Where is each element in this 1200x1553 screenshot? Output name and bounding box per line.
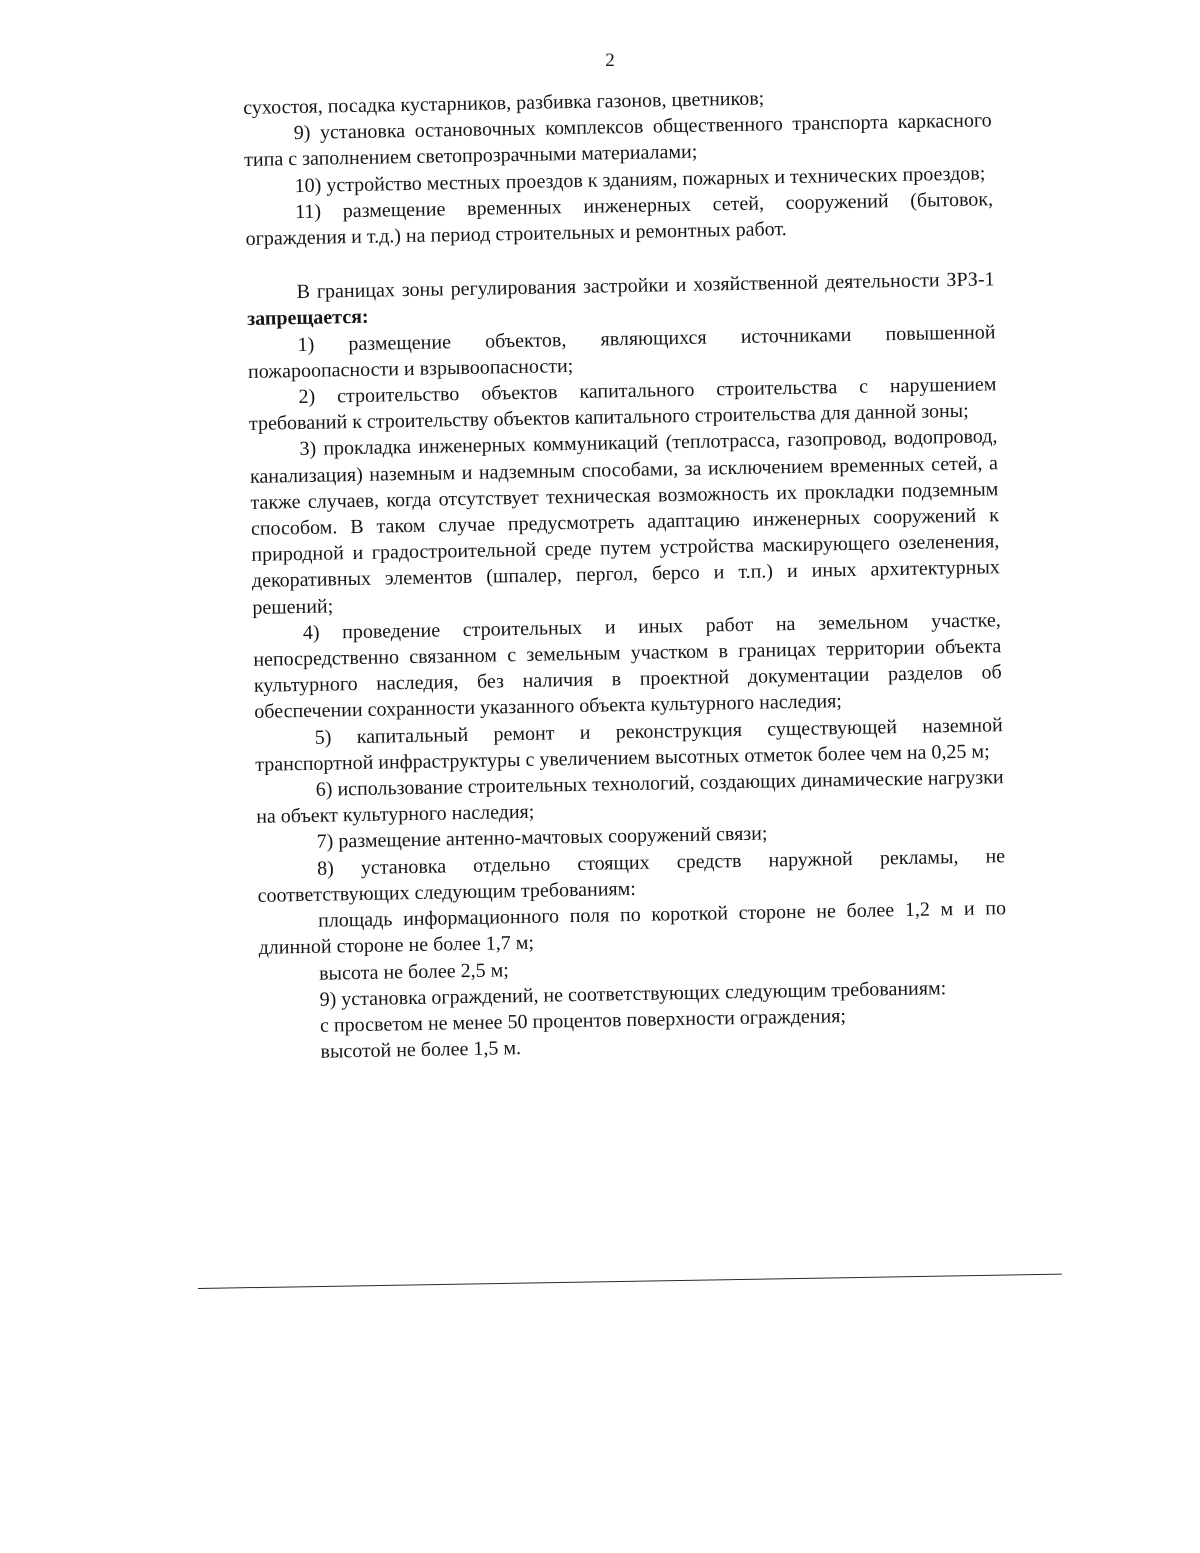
prohibition-item-6: 6) использование строительных технологий, создающих динамические нагрузки на объект культурного наследия; <box>256 766 1004 829</box>
prohibition-item-8: 8) установка отдельно стоящих средств наружной рекламы, не соответствующих следующим требованиям: <box>257 844 1006 907</box>
prohibition-item-5: 5) капитальный ремонт и реконструкция существующей наземной транспортной инфраструктуры с увеличением высотных отметок более чем на 0,25 м; <box>255 713 1003 776</box>
prohibition-item-9-requirement-2: высотой не более 1,5 м. <box>320 1037 522 1063</box>
prohibition-item-1: 1) размещение объектов, являющихся источниками повышенной пожароопасности и взрывоопасности; <box>247 320 996 383</box>
prohibition-item-4: 4) проведение строительных и иных работ на земельном участке, непосредственно связанном с земельным участком в границах территории объекта культурного наследия, без наличия в проектной документации разделов об обеспечении сохранности указанного объекта культурного наследия; <box>253 609 1002 724</box>
page-number: 2 <box>605 50 615 71</box>
prohibition-item-2: 2) строительство объектов капитального строительства с нарушением требований к строительству объектов капитального строительства для данной зоны; <box>248 373 997 436</box>
prohibition-item-9: 9) установка ограждений, не соответствующих следующим требованиям: <box>319 976 947 1011</box>
prohibition-item-7: 7) размещение антенно-мачтовых сооружений связи; <box>316 822 768 854</box>
prohibition-item-8-requirement-1: площадь информационного поля по короткой стороне не более 1,2 м и по длинной стороне не более 1,7 м; <box>258 897 1007 960</box>
prohibition-item-3: 3) прокладка инженерных коммуникаций (теплотрасса, газопровод, водопровод, канализация) наземным и надземным способами, за исключением временных сетей, а также случаев, когда отсутствует техническая возможность их прокладки подземным способом. В таком случае предусмотреть адаптацию инженерных сооружений к природной и градостроительной среде путем устройства маскирующего озеленения, декоративных элементов (шпалер, пергол, берсо и т.п.) и иных архитектурных решений; <box>249 425 1000 619</box>
prohibition-item-9-requirement-1: с просветом не менее 50 процентов поверхности ограждения; <box>319 1005 847 1037</box>
footer-divider-line <box>198 1274 1062 1289</box>
section-intro-bold: запрещается: <box>246 306 369 331</box>
list-item-10: 10) устройство местных проездов к зданиям, пожарных и технических проездов; <box>294 162 986 197</box>
list-item-11: 11) размещение временных инженерных сетей, сооружений (бытовок, ограждения и т.д.) на период строительных и ремонтных работ. <box>245 188 994 250</box>
document-body <box>243 81 1009 1066</box>
list-item-9: 9) установка остановочных комплексов общественного транспорта каркасного типа с заполнением светопрозрачными материалами; <box>243 109 992 172</box>
section-intro-text: В границах зоны регулирования застройки и хозяйственной деятельности ЗРЗ-1 <box>296 268 995 304</box>
prohibition-item-8-requirement-2: высота не более 2,5 м; <box>318 958 510 985</box>
paragraph-continued: сухостоя, посадка кустарников, разбивка газонов, цветников; <box>243 87 765 119</box>
